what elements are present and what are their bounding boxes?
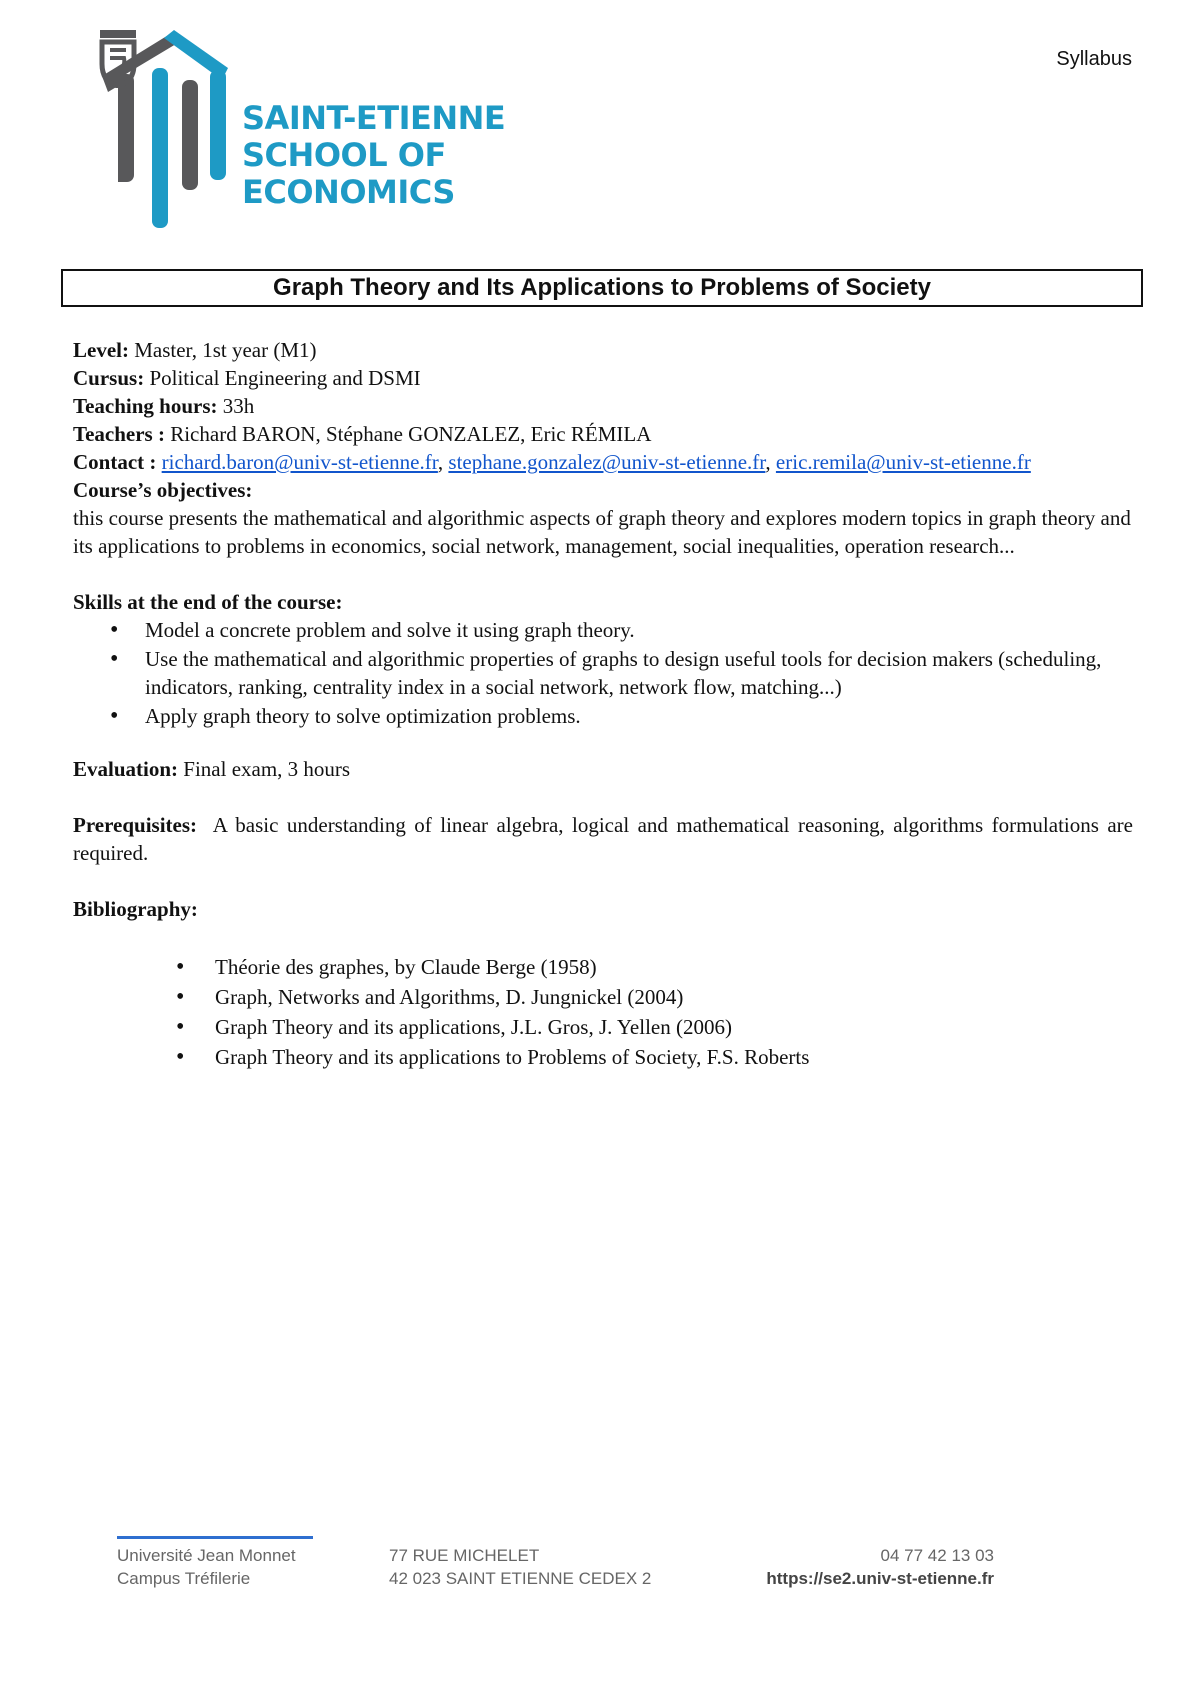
- objectives-text: this course presents the mathematical and algorithmic aspects of graph theory and explores modern topics in graph theory and its applications to problems in economics, social network, management, social inequalities, operation research...: [73, 506, 1131, 558]
- footer-organization: [117, 1544, 296, 1590]
- school-logo: [98, 28, 506, 242]
- email-link-gonzalez[interactable]: stephane.gonzalez@univ-st-etienne.fr: [448, 450, 766, 474]
- footer-address-line-1: 77 RUE MICHELET: [389, 1546, 540, 1565]
- list-item: • Théorie des graphes, by Claude Berge (1958): [73, 953, 1133, 982]
- prerequisites-label: Prerequisites:: [73, 813, 198, 837]
- teachers-row: [73, 420, 1133, 448]
- list-item: • Graph, Networks and Algorithms, D. Jungnickel (2004): [73, 983, 1133, 1012]
- evaluation-label: Evaluation:: [73, 757, 179, 781]
- contact-row: [73, 448, 1133, 476]
- teachers-label: Teachers :: [73, 422, 165, 446]
- cursus-label: Cursus:: [73, 366, 145, 390]
- logo-line-3: ECONOMICS: [242, 173, 455, 211]
- logo-line-1: SAINT-ETIENNE: [242, 99, 506, 137]
- hours-value: 33h: [222, 394, 255, 418]
- cursus-row: [73, 364, 1133, 392]
- email-separator: ,: [437, 450, 449, 474]
- university-seal-icon: [98, 28, 138, 88]
- logo-line-2: SCHOOL OF: [242, 136, 446, 174]
- doc-type-label: Syllabus: [1056, 48, 1132, 70]
- list-item: • Graph Theory and its applications to Problems of Society, F.S. Roberts: [73, 1043, 1133, 1072]
- course-title-box: [61, 269, 1143, 307]
- evaluation-row: [73, 755, 1133, 783]
- teachers-value: Richard BARON, Stéphane GONZALEZ, Eric RÉMILA: [170, 422, 652, 446]
- hours-row: [73, 392, 1133, 420]
- footer-contact: [766, 1544, 994, 1590]
- email-link-remila[interactable]: eric.remila@univ-st-etienne.fr: [775, 450, 1031, 474]
- cursus-value: Political Engineering and DSMI: [149, 366, 421, 390]
- logo-wordmark: [242, 100, 505, 211]
- objectives-heading: Course’s objectives:: [73, 478, 253, 502]
- level-row: [73, 336, 1133, 364]
- footer-address: [389, 1544, 651, 1590]
- course-title: Graph Theory and Its Applications to Problems of Society: [273, 274, 931, 301]
- list-item: • Use the mathematical and algorithmic properties of graphs to design useful tools for decision makers (scheduling, indicators, ranking, centrality index in a social network, network flow, matching...): [73, 645, 1133, 701]
- footer-website-link[interactable]: https://se2.univ-st-etienne.fr: [766, 1569, 994, 1588]
- list-item: • Model a concrete problem and solve it using graph theory.: [73, 616, 1133, 644]
- contact-label: Contact :: [73, 450, 157, 474]
- footer-divider: [117, 1536, 313, 1539]
- email-link-baron[interactable]: richard.baron@univ-st-etienne.fr: [161, 450, 438, 474]
- bibliography-heading: Bibliography:: [73, 897, 198, 921]
- prerequisites-row: [73, 811, 1133, 867]
- level-value: Master, 1st year (M1): [134, 338, 317, 362]
- bibliography-list: [73, 953, 1133, 1072]
- level-label: Level:: [73, 338, 129, 362]
- footer-phone: 04 77 42 13 03: [880, 1546, 994, 1565]
- email-separator: ,: [765, 450, 776, 474]
- list-item: • Apply graph theory to solve optimization problems.: [73, 702, 1133, 730]
- footer-address-line-2: 42 023 SAINT ETIENNE CEDEX 2: [389, 1569, 652, 1588]
- skills-list: [73, 616, 1133, 730]
- syllabus-body: [73, 336, 1133, 1073]
- prerequisites-value: A basic understanding of linear algebra, logical and mathematical reasoning, algorithms formulations are required.: [73, 813, 1134, 865]
- footer-org-line-1: Université Jean Monnet: [117, 1546, 296, 1565]
- evaluation-value: Final exam, 3 hours: [183, 757, 351, 781]
- list-item: • Graph Theory and its applications, J.L. Gros, J. Yellen (2006): [73, 1013, 1133, 1042]
- hours-label: Teaching hours:: [73, 394, 218, 418]
- footer-org-line-2: Campus Tréfilerie: [117, 1569, 251, 1588]
- skills-heading: Skills at the end of the course:: [73, 590, 343, 614]
